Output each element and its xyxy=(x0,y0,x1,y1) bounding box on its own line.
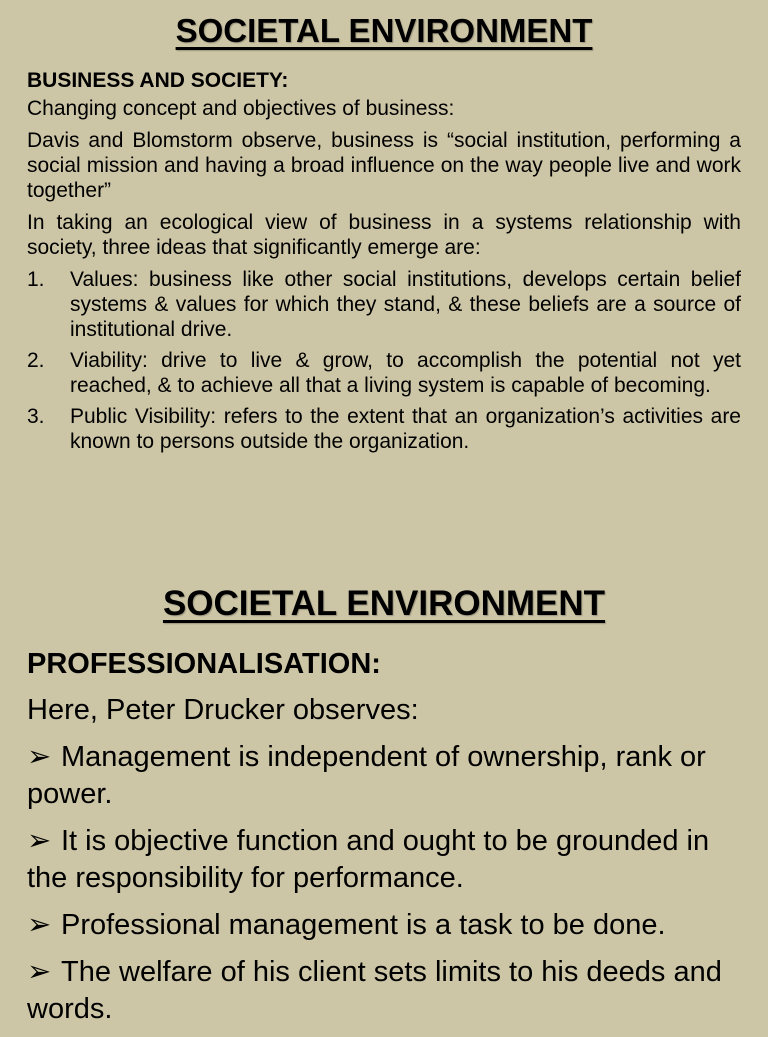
list-item xyxy=(27,267,741,342)
list-text: Viability: drive to live & grow, to accomplish the potential not yet reached, & to achieve all that a living system is capable of becoming. xyxy=(70,349,741,397)
bullet-text: Professional management is a task to be done. xyxy=(61,909,666,941)
arrow-bullet-icon: ➢ xyxy=(27,823,52,857)
bullet-item xyxy=(27,738,743,813)
slide-2-body xyxy=(27,646,743,1037)
numbered-list xyxy=(27,267,741,454)
arrow-bullet-icon: ➢ xyxy=(27,739,52,773)
arrow-bullet-icon: ➢ xyxy=(27,907,52,941)
list-text: Public Visibility: refers to the extent that an organization’s activities are known to persons outside the organization. xyxy=(70,405,741,453)
list-number: 1. xyxy=(27,268,45,291)
bullet-text: The welfare of his client sets limits to his deeds and words. xyxy=(27,956,722,1025)
bullet-item xyxy=(27,822,743,897)
list-item xyxy=(27,348,741,398)
list-item xyxy=(27,404,741,454)
paragraph: In taking an ecological view of business in a systems relationship with society, three ideas that significantly emerge are: xyxy=(27,211,741,259)
section-heading: PROFESSIONALISATION: xyxy=(27,648,381,680)
slide-1-body xyxy=(27,68,741,460)
list-number: 2. xyxy=(27,349,45,372)
paragraph: Changing concept and objectives of business: xyxy=(27,97,455,120)
intro-text: Here, Peter Drucker observes: xyxy=(27,694,419,726)
bullet-text: It is objective function and ought to be grounded in the responsibility for performance. xyxy=(27,825,710,894)
paragraph: Davis and Blomstorm observe, business is “social institution, performing a social mission and having a broad influence on the way people live and work together” xyxy=(27,129,741,202)
bullet-text: Management is independent of ownership, rank or power. xyxy=(27,741,706,810)
section-heading: BUSINESS AND SOCIETY: xyxy=(27,69,289,92)
slide-2-title: SOCIETAL ENVIRONMENT xyxy=(162,584,606,623)
bullet-item xyxy=(27,953,743,1028)
slide-2 xyxy=(0,560,768,1024)
arrow-bullet-icon: ➢ xyxy=(27,954,52,988)
bullet-item xyxy=(27,906,743,944)
slide-1-title: SOCIETAL ENVIRONMENT xyxy=(175,12,593,49)
list-number: 3. xyxy=(27,405,45,428)
list-text: Values: business like other social institutions, develops certain belief systems & values for which they stand, & these beliefs are a source of institutional drive. xyxy=(70,268,741,341)
